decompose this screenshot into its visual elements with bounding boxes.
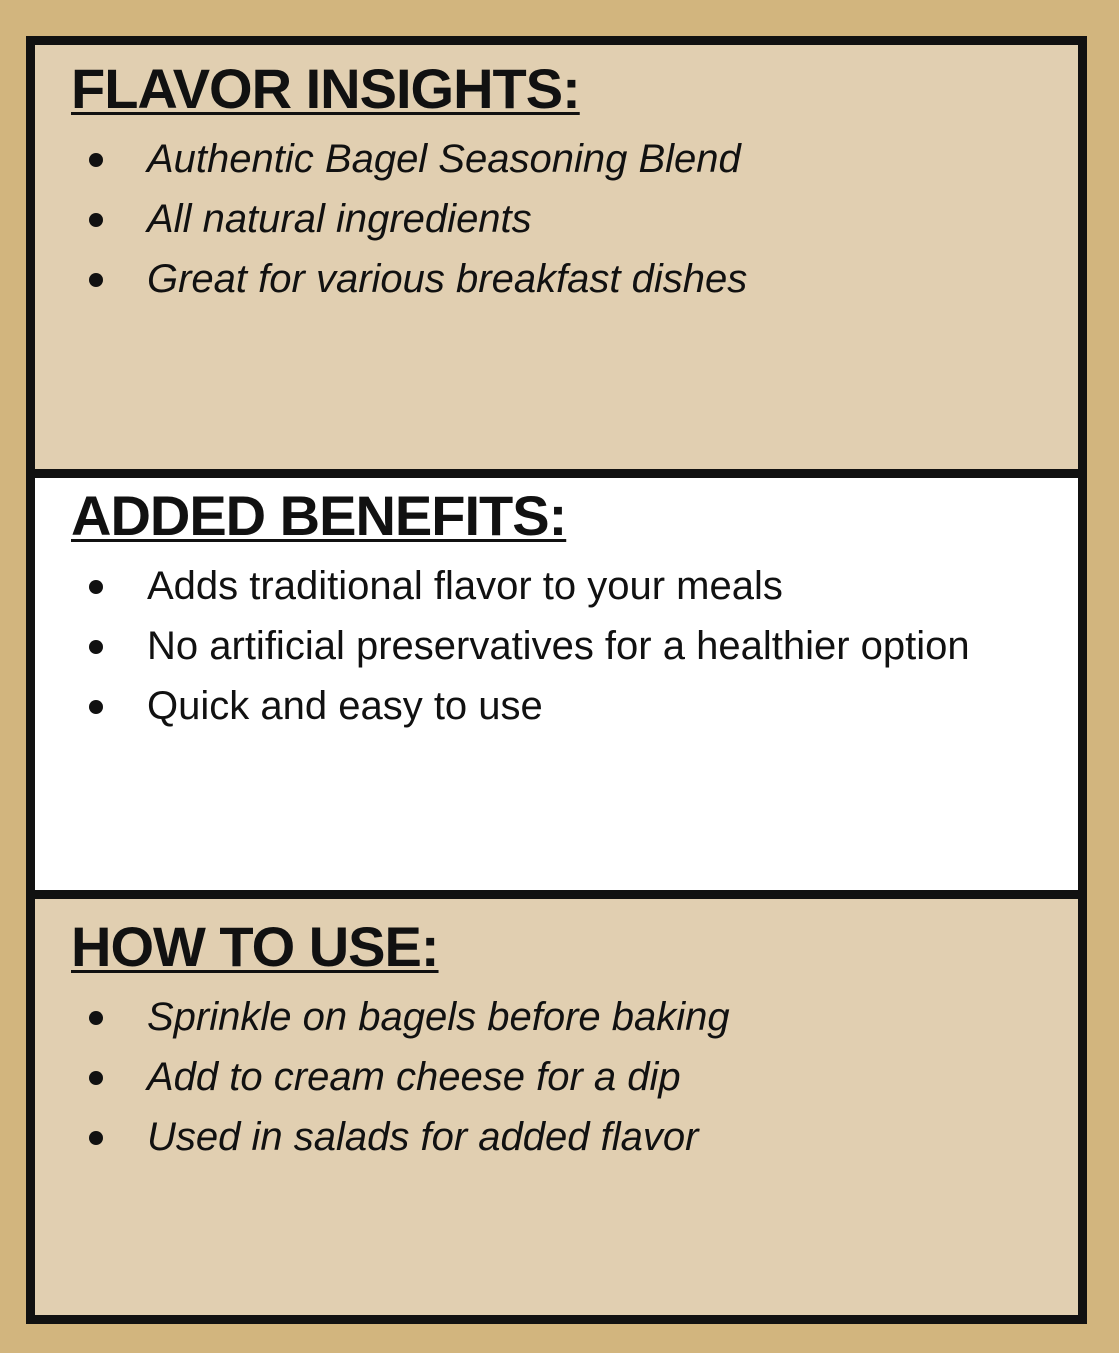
list-item: [71, 676, 1042, 736]
how-to-use-heading: HOW TO USE:: [71, 915, 439, 978]
bullet-icon: [89, 580, 103, 594]
bullet-icon: [89, 1071, 103, 1085]
list-item: [71, 249, 1042, 309]
added-benefits-list: [71, 556, 1042, 736]
list-item-text: Used in salads for added flavor: [147, 1115, 699, 1159]
added-benefits-section: [35, 469, 1078, 899]
flavor-insights-list: [71, 129, 1042, 309]
bullet-icon: [89, 1011, 103, 1025]
info-panel: [26, 36, 1087, 1324]
bullet-icon: [89, 153, 103, 167]
list-item-text: Add to cream cheese for a dip: [147, 1055, 681, 1099]
list-item-text: Great for various breakfast dishes: [147, 257, 748, 301]
list-item: [71, 1107, 1042, 1167]
how-to-use-list: [71, 987, 1042, 1167]
list-item-text: Authentic Bagel Seasoning Blend: [147, 137, 741, 181]
how-to-use-section: [35, 899, 1078, 1315]
bullet-icon: [89, 1131, 103, 1145]
list-item: [71, 129, 1042, 189]
list-item: [71, 616, 1042, 676]
list-item-text: No artificial preservatives for a healthier option: [147, 624, 970, 668]
list-item-text: Sprinkle on bagels before baking: [147, 995, 730, 1039]
list-item-text: Adds traditional flavor to your meals: [147, 564, 783, 608]
bullet-icon: [89, 213, 103, 227]
bullet-icon: [89, 700, 103, 714]
list-item: [71, 1047, 1042, 1107]
bullet-icon: [89, 640, 103, 654]
list-item: [71, 189, 1042, 249]
list-item: [71, 987, 1042, 1047]
flavor-insights-section: [35, 45, 1078, 469]
list-item-text: All natural ingredients: [147, 197, 532, 241]
added-benefits-heading: ADDED BENEFITS:: [71, 484, 567, 547]
list-item: [71, 556, 1042, 616]
list-item-text: Quick and easy to use: [147, 684, 543, 728]
bullet-icon: [89, 273, 103, 287]
flavor-insights-heading: FLAVOR INSIGHTS:: [71, 57, 580, 120]
